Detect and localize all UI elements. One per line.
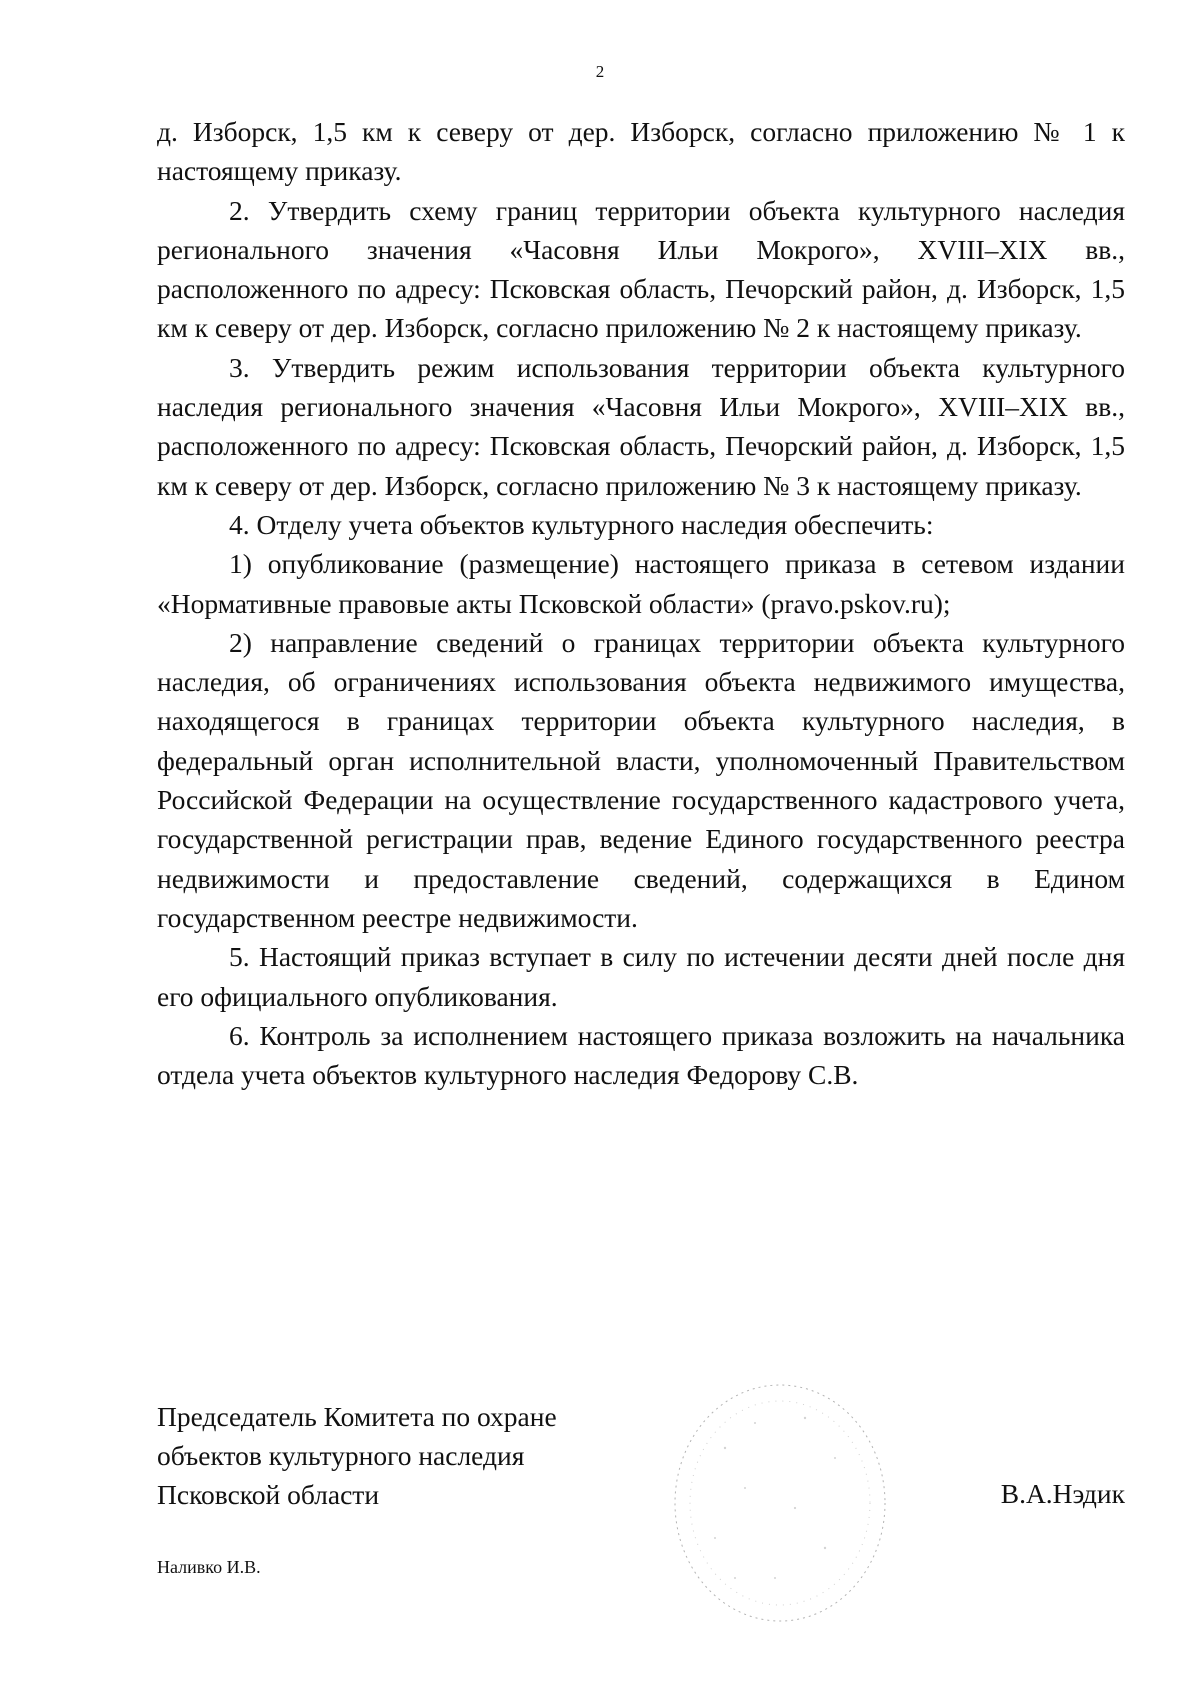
executor-name: Наливко И.В. — [157, 1557, 261, 1577]
paragraph-item-3: 3. Утвердить режим использования территории объекта культурного наследия регионального значения «Часовня Ильи Мокрого», XVIII–XIX вв., расположенного по адресу: Псковская область, Печорский район, д. Изборск, 1,5 км к северу от дер. Изборск, согласно приложению № 3 к настоящему приказу. — [157, 351, 1125, 501]
signatory-position-line: Председатель Комитета по охране — [157, 1401, 557, 1432]
paragraph-continuation: д. Изборск, 1,5 км к северу от дер. Изборск, согласно приложению № 1 к настоящему приказу. — [157, 116, 1125, 187]
document-body — [157, 112, 1125, 1094]
signatory-position-line: объектов культурного наследия — [157, 1440, 525, 1471]
page-number: 2 — [595, 62, 605, 81]
paragraph-item-4: 4. Отделу учета объектов культурного наследия обеспечить: — [229, 508, 934, 540]
paragraph-item-6: 6. Контроль за исполнением настоящего приказа возложить на начальника отдела учета объектов культурного наследия Федорову С.В. — [157, 1019, 1125, 1091]
signatory-position-line: Псковской области — [157, 1479, 380, 1510]
signatory-position — [157, 1397, 557, 1514]
paragraph-subitem-1: 1) опубликование (размещение) настоящего приказа в сетевом издании «Нормативные правовые акты Псковской области» (pravo.pskov.ru); — [157, 548, 1125, 619]
paragraph-item-5: 5. Настоящий приказ вступает в силу по истечении десяти дней после дня его официального опубликования. — [157, 941, 1125, 1012]
official-stamp — [655, 1378, 905, 1628]
paragraph-subitem-2: 2) направление сведений о границах территории объекта культурного наследия, об ограничениях использования объекта недвижимого имущества, находящегося в границах территории объекта культурного наследия, в федеральный орган исполнительной власти, уполномоченный Правительством Российской Федерации на осуществление государственного кадастрового учета, государственной регистрации прав, ведение Единого государственного реестра недвижимости и предоставление сведений, содержащихся в Едином государственном реестре недвижимости. — [157, 626, 1125, 933]
signer-name: В.А.Нэдик — [1000, 1478, 1125, 1509]
paragraph-item-2: 2. Утвердить схему границ территории объекта культурного наследия регионального значения «Часовня Ильи Мокрого», XVIII–XIX вв., расположенного по адресу: Псковская область, Печорский район, д. Изборск, 1,5 км к северу от дер. Изборск, согласно приложению № 2 к настоящему приказу. — [157, 194, 1125, 344]
